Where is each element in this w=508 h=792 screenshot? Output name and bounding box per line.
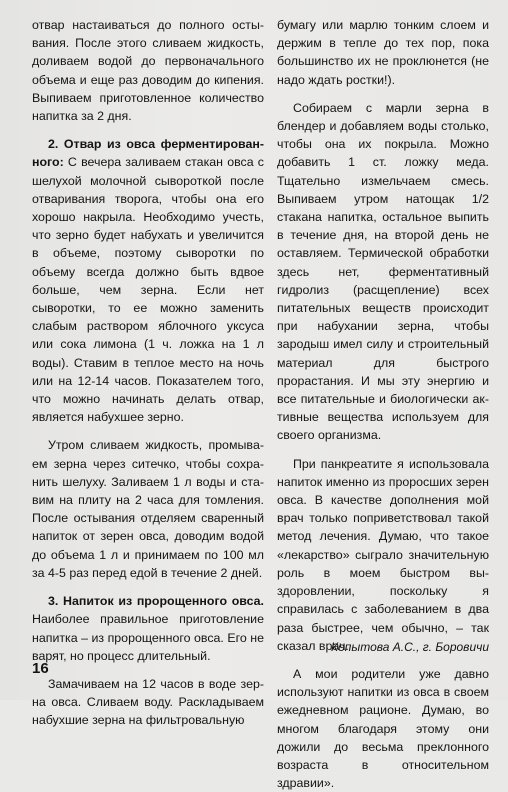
right-text-column xyxy=(277,16,489,792)
paragraph-text: Наиболее правильное приготовление напитка – из пророщенного овса. Его не варят, но процесс длительный. xyxy=(32,612,264,663)
paragraph: Замачиваем на 12 часов в воде зерна овса. Сливаем воду. Раскладываем набухшие зерна на фильтровальную xyxy=(32,676,264,728)
section-heading: 2. Отвар из овса ферментированного: xyxy=(32,137,264,170)
paragraph: А мои родители уже давно используют напитки из овса в своем ежедневном рационе. Думаю, во многом благодаря этому они дожили до весьма преклонного возраста в относительном здравии». xyxy=(277,666,489,791)
paragraph: Собираем с марли зерна в блендер и добавляем воды столько, чтобы она их покрыла. Можно добавить 1 ст. ложку меда. Тщательно измельчаем смесь. Выпиваем утром натощак 1/2 стакана напитка, остальное выпить в течение дня, на второй день не оставляем. Термической обработки здесь нет, ферментативный гидролиз (расщепление) всех питательных веществ происходит при набухании зерна, чтобы зародыш имел силу и строительный материал для быстрого прорастания. И мы эту энергию и все питательные и биологически активные вещества используем для своего организма. xyxy=(277,100,489,443)
paragraph: отвар настаиваться до полного остывания. После этого сливаем жидкость, доливаем водой до первоначального объема и еще раз доводим до кипения. Выпиваем приготовленное количество напитка за 2 дня. xyxy=(32,18,264,124)
section-heading: 3. Напиток из пророщенного овса. xyxy=(48,594,264,609)
paragraph-text: С вечера заливаем стакан овса с шелухой молочной сывороткой после отваривания творога, чтобы она его хорошо накрыла. Необходимо учесть, что зерно будет набухать и увеличится в объеме, поэтому сыворотки по объему всегда должно быть вдвое больше, чем зерна. Если нет сыворотки, то ее можно заменить слабым раствором яблочного уксуса или сока лимона (1 ч. ложка на 1 л воды). Ставим в теплое место на ночь или на 12-14 часов. Показателем того, что можно начинать делать отвар, является набухшее зерно. xyxy=(32,155,264,425)
paragraph-fermented-oat-decoction xyxy=(32,135,264,426)
paragraph: бумагу или марлю тонким слоем и держим в тепле до тех пор, пока большинство их не проклюнется (не надо ждать ростки!). xyxy=(277,18,489,87)
left-text-column xyxy=(32,16,264,730)
paragraph: При панкреатите я использовала напиток именно из проросших зерен овса. В качестве дополнения мой врач только поприветствовал такой метод лечения. Думаю, что такое «лекарство» сыграло значительную роль в моем быстром выздоровлении, поскольку я справилась с заболеванием в два раза быстрее, чем обычно, – так сказал врач. xyxy=(277,456,489,653)
page-number: 16 xyxy=(32,660,49,677)
paragraph-sprouted-oat-drink xyxy=(32,592,264,665)
author-signature: Копытова А.С., г. Боровичи xyxy=(331,640,489,654)
paragraph: Утром сливаем жидкость, промывaем зерна через ситечко, чтобы сохранить шелуху. Заливаем 1 л воды и ставим на плиту на 2 часа для томления. После остывания отделяем сваренный напиток от зерен овса, доводим водой до объема 1 л и принимаем по 100 мл за 4-5 раз перед едой в течение 2 дней. xyxy=(32,438,264,580)
